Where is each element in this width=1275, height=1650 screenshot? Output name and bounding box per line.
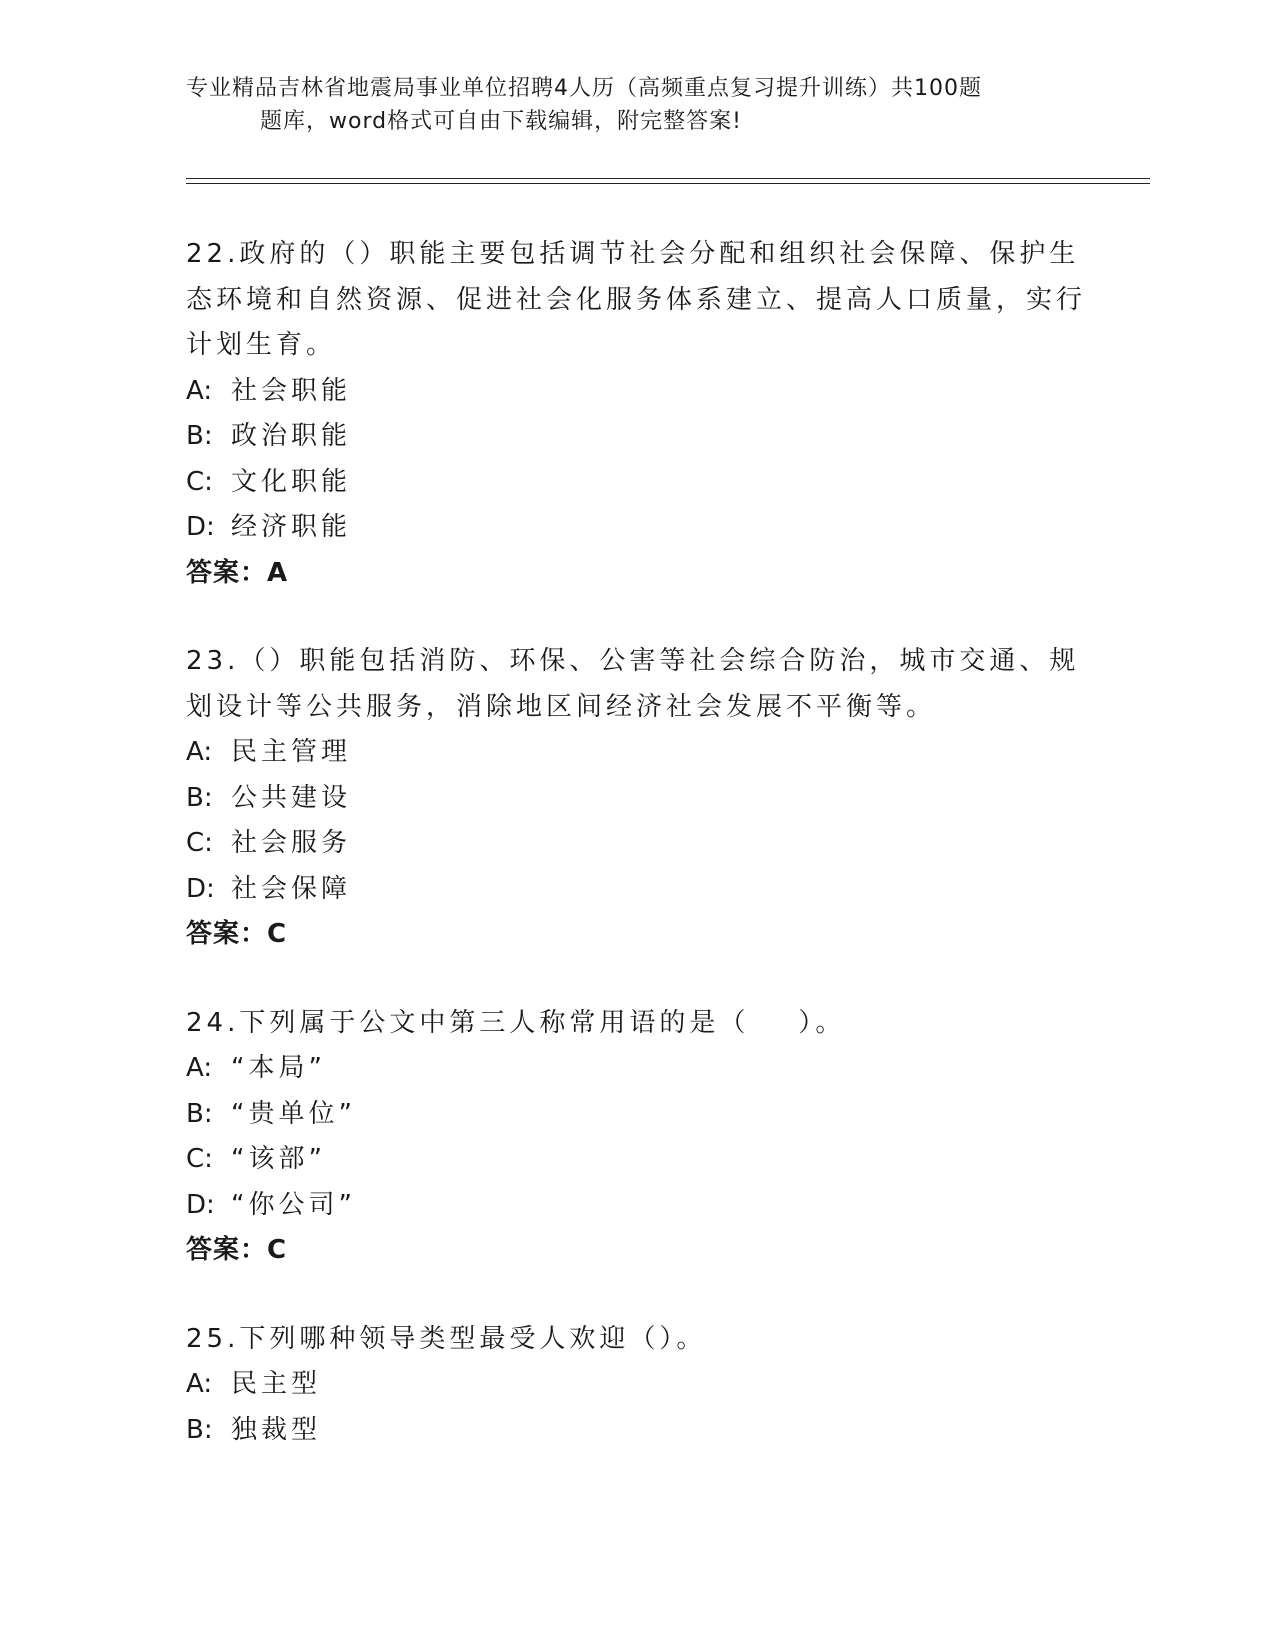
option-key: B: (186, 421, 213, 451)
document-header (186, 72, 1066, 138)
option-value: 民主管理 (231, 737, 352, 767)
question-text: 23.（）职能包括消防、环保、公害等社会综合防治，城市交通、规划设计等公共服务，消除地区间经济社会发展不平衡等。 (186, 646, 1080, 722)
option-d (186, 1183, 1086, 1229)
option-key: B: (186, 1098, 213, 1129)
option-value: 社会服务 (231, 828, 352, 858)
option-a (186, 369, 1086, 415)
question-25 (186, 1317, 1086, 1454)
option-a (186, 1046, 1086, 1092)
question-spacer (186, 958, 1086, 1001)
option-c (186, 1137, 1086, 1183)
option-b (186, 776, 1086, 822)
option-key: A: (186, 1369, 213, 1399)
option-key: A: (186, 737, 213, 767)
option-value: 社会保障 (231, 873, 352, 904)
question-list (186, 232, 1086, 1453)
option-key: D: (186, 512, 215, 542)
option-value: “该部” (231, 1144, 326, 1174)
option-key: C: (186, 1144, 213, 1174)
option-key: D: (186, 873, 215, 904)
question-22 (186, 232, 1086, 596)
option-key: B: (186, 1414, 213, 1445)
header-divider-bottom (186, 183, 1150, 184)
option-a (186, 730, 1086, 776)
option-value: 独裁型 (231, 1414, 322, 1445)
question-spacer (186, 596, 1086, 639)
option-key: A: (186, 375, 213, 406)
option-c (186, 460, 1086, 506)
header-title-line1: 专业精品吉林省地震局事业单位招聘4人历（高频重点复习提升训练）共100题 (186, 76, 982, 101)
question-text: 24.下列属于公文中第三人称常用语的是（ ）。 (186, 1007, 846, 1038)
question-24 (186, 1001, 1086, 1274)
option-key: C: (186, 466, 213, 497)
option-key: B: (186, 782, 213, 813)
answer-line: 答案：C (186, 1235, 288, 1265)
option-c (186, 821, 1086, 867)
question-text: 25.下列哪种领导类型最受人欢迎（）。 (186, 1323, 707, 1354)
option-value: 社会职能 (231, 375, 352, 406)
question-23 (186, 639, 1086, 958)
option-value: 民主型 (231, 1369, 322, 1399)
option-value: “贵单位” (231, 1098, 356, 1129)
question-text: 22.政府的（）职能主要包括调节社会分配和组织社会保障、保护生态环境和自然资源、促进社会化服务体系建立、提高人口质量，实行计划生育。 (186, 239, 1087, 360)
option-b (186, 1408, 1086, 1454)
option-d (186, 505, 1086, 551)
option-value: 公共建设 (231, 782, 352, 813)
option-key: C: (186, 828, 213, 858)
answer-line: 答案：C (186, 919, 288, 949)
option-key: D: (186, 1189, 215, 1220)
option-key: A: (186, 1053, 213, 1083)
option-b (186, 1092, 1086, 1138)
answer-line: 答案：A (186, 557, 289, 588)
header-title-line2: 题库，word格式可自由下载编辑，附完整答案! (260, 109, 742, 134)
option-a (186, 1362, 1086, 1408)
option-d (186, 867, 1086, 913)
option-value: 经济职能 (231, 512, 352, 542)
question-spacer (186, 1274, 1086, 1317)
option-value: “本局” (231, 1053, 326, 1083)
option-b (186, 414, 1086, 460)
option-value: 政治职能 (231, 421, 352, 451)
option-value: “你公司” (231, 1189, 356, 1220)
option-value: 文化职能 (231, 466, 352, 497)
header-divider-top (186, 178, 1150, 179)
